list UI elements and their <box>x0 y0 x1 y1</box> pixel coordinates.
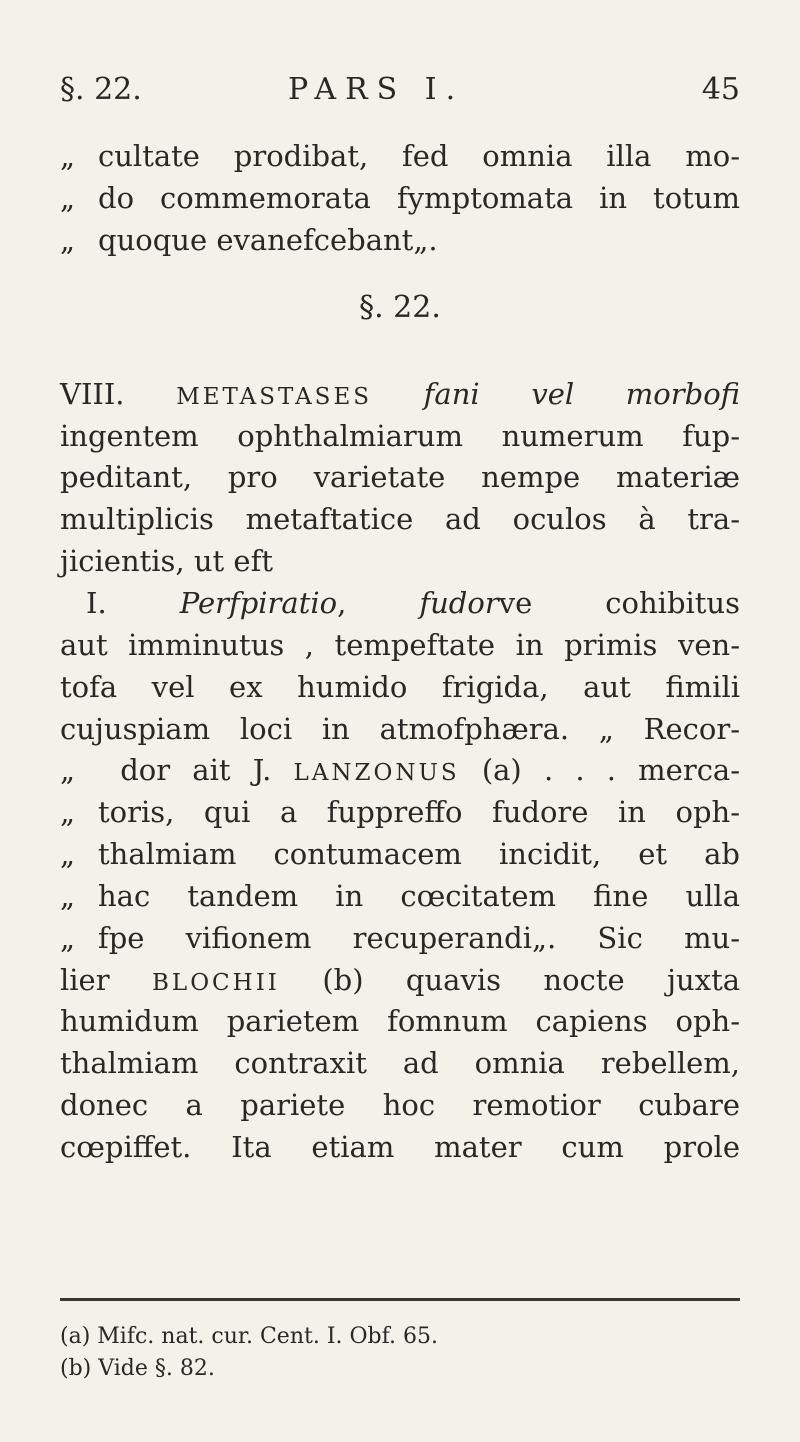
comma: , <box>337 586 347 620</box>
section-heading: §. 22. <box>359 290 441 325</box>
line-text: ve cohibitus <box>498 586 740 620</box>
body-line-8: tofa vel ex humido frigida, aut fimili <box>60 670 740 704</box>
italic-term: Perfpiratio <box>179 586 338 620</box>
item-number: I. <box>86 586 107 620</box>
footnote-a: (a) Mifc. nat. cur. Cent. I. Obf. 65. <box>60 1324 438 1349</box>
footnote-rule <box>60 1298 740 1301</box>
quote-mark: „ <box>60 921 76 955</box>
body-line-1 <box>60 374 740 417</box>
line-text: fpe vifionem recuperandi„. Sic mu- <box>98 921 740 955</box>
footnote-b: (b) Vide §. 82. <box>60 1356 215 1381</box>
body-line-2: ingentem ophthalmiarum numerum fup- <box>60 419 740 453</box>
body-line-14 <box>60 918 740 958</box>
text-line-2 <box>60 178 740 218</box>
quote-mark: „ <box>60 879 76 913</box>
body-line-4: multiplicis metaftatice ad oculos à tra- <box>60 502 740 536</box>
line-text: cultate prodibat, fed omnia illa mo- <box>98 139 740 173</box>
body-line-5: jicientis, ut eft <box>60 544 273 578</box>
body-line-13 <box>60 876 740 916</box>
line-text: lier <box>60 963 110 997</box>
italic-term: fudor <box>419 586 499 620</box>
line-text: quoque evanefcebant„. <box>98 223 438 257</box>
line-text: hac tandem in cœcitatem fine ulla <box>98 879 740 913</box>
small-caps-name: LANZONUS <box>293 760 460 786</box>
quote-mark: „ <box>60 795 76 829</box>
body-line-16: humidum parietem fomnum capiens oph- <box>60 1004 740 1038</box>
quote-mark: „ <box>60 753 76 787</box>
small-caps-term: METASTASES <box>176 384 372 410</box>
line-text: (b) quavis nocte juxta <box>322 963 741 997</box>
text-line-3 <box>60 220 740 260</box>
body-line-11 <box>60 792 740 832</box>
paragraph-number: VIII. <box>60 377 125 411</box>
body-line-12 <box>60 834 740 874</box>
header-section: §. 22. <box>60 72 142 107</box>
body-line-17: thalmiam contraxit ad omnia rebellem, <box>60 1046 740 1080</box>
quote-mark: „ <box>60 139 76 173</box>
body-line-10 <box>60 750 740 793</box>
quote-mark: „ <box>60 837 76 871</box>
body-line-9: cujuspiam loci in atmofphæra. „ Recor- <box>60 712 740 746</box>
page-number: 45 <box>701 72 740 107</box>
header-title: PARS I. <box>288 72 465 107</box>
body-line-15 <box>60 960 740 1003</box>
italic-term: fani vel morbofi <box>423 377 740 411</box>
small-caps-name: BLOCHII <box>152 970 280 996</box>
line-text: do commemorata fymptomata in totum <box>98 181 740 215</box>
quote-mark: „ <box>60 223 76 257</box>
body-line-3: peditant, pro varietate nempe materiæ <box>60 460 740 494</box>
body-line-18: donec a pariete hoc remotior cubare <box>60 1088 740 1122</box>
line-text: toris, qui a fuppreffo fudore in oph- <box>98 795 740 829</box>
text-line-1 <box>60 136 740 176</box>
body-line-19: cœpiffet. Ita etiam mater cum prole <box>60 1130 740 1164</box>
line-text: (a) . . . merca- <box>481 753 741 787</box>
body-line-6 <box>60 583 740 623</box>
line-text: dor ait J. <box>120 753 272 787</box>
line-text: thalmiam contumacem incidit, et ab <box>98 837 740 871</box>
body-line-7: aut imminutus , tempeftate in primis ven- <box>60 628 740 662</box>
running-header <box>60 72 740 112</box>
quote-mark: „ <box>60 181 76 215</box>
